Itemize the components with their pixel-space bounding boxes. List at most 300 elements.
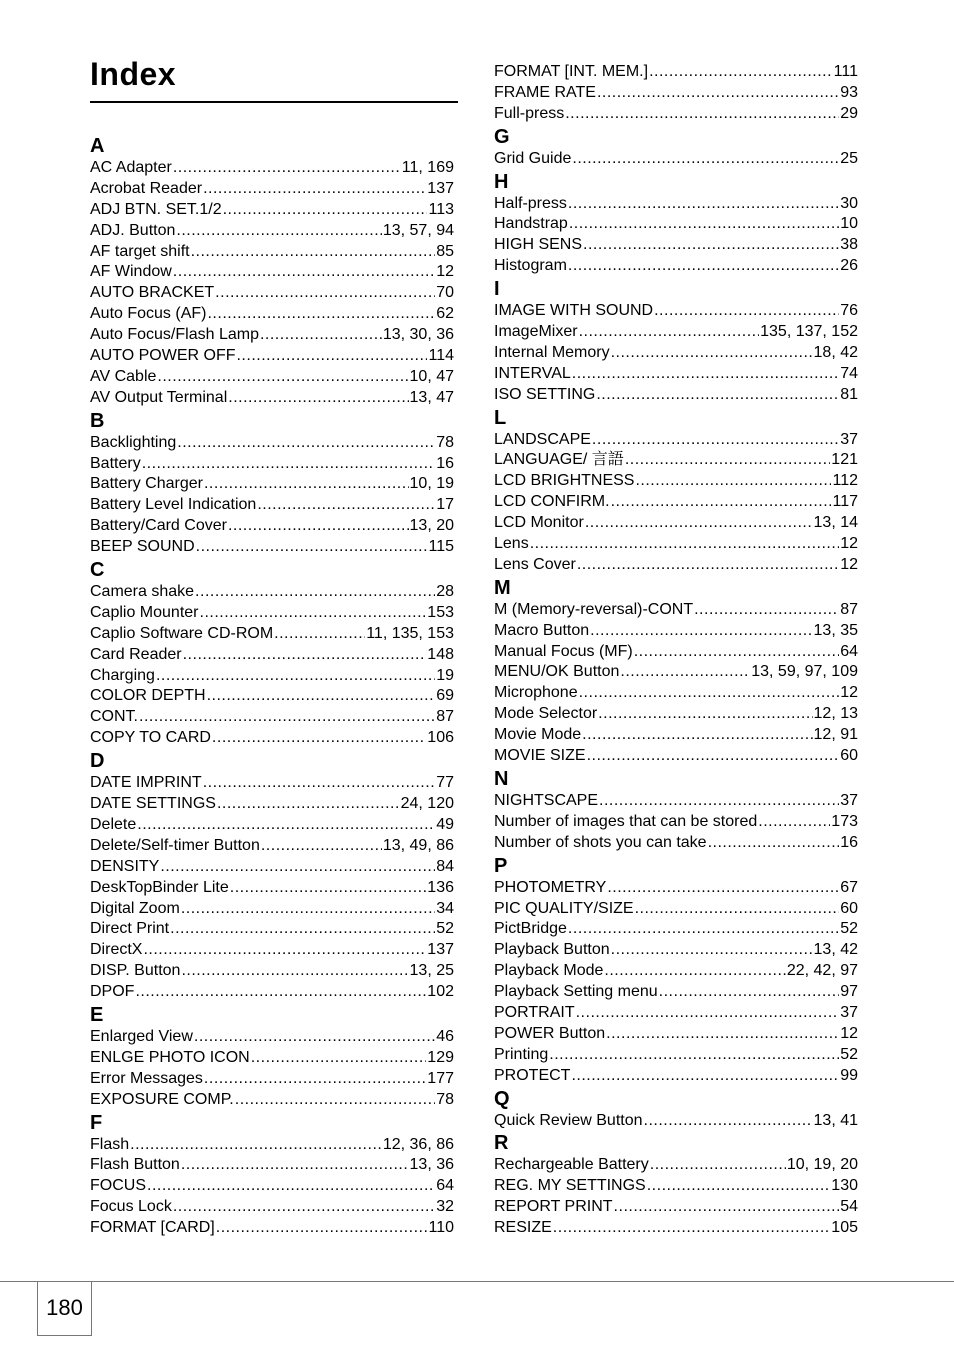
index-page-refs: 10, 19, 20 (786, 1156, 858, 1174)
index-entry (494, 235, 858, 256)
dot-leader (130, 1135, 382, 1156)
index-page-refs: 13, 35 (813, 621, 858, 639)
dot-leader (156, 666, 435, 687)
dot-leader (170, 919, 435, 940)
index-page-refs: 113 (428, 200, 454, 218)
dot-leader (572, 149, 839, 170)
index-entry (494, 430, 858, 451)
index-term: BEEP SOUND (90, 538, 195, 556)
dot-leader (585, 513, 813, 534)
dot-leader (614, 1197, 840, 1218)
index-entry (90, 1048, 454, 1069)
index-entry (494, 1176, 858, 1197)
dot-leader (230, 878, 427, 899)
dot-leader (176, 221, 381, 242)
index-letter-heading: D (90, 750, 105, 773)
index-term: Playback Button (494, 941, 610, 959)
dot-leader (173, 262, 435, 283)
index-letter-heading: C (90, 559, 105, 582)
index-term: M (Memory-reversal)-CONT (494, 600, 694, 618)
index-letter-heading: R (494, 1132, 509, 1155)
index-page-refs: 37 (840, 1003, 858, 1021)
index-entry (90, 1176, 454, 1197)
dot-leader (654, 301, 839, 322)
index-term: Histogram (494, 257, 567, 275)
index-page-refs: 26 (840, 257, 858, 275)
index-entry (494, 919, 858, 940)
index-term: Internal Memory (494, 343, 610, 361)
index-page-refs: 93 (840, 83, 858, 101)
index-page-refs: 34 (436, 899, 454, 917)
index-entry (494, 725, 858, 746)
index-entry (494, 704, 858, 725)
index-term: MENU/OK Button (494, 663, 620, 681)
index-entry (90, 283, 454, 304)
index-page-refs: 12 (840, 1024, 858, 1042)
dot-leader (611, 940, 813, 961)
index-entry (90, 1197, 454, 1218)
index-entry (494, 62, 858, 83)
index-page-refs: 78 (436, 433, 454, 451)
dot-leader (217, 794, 400, 815)
index-term: Battery Charger (90, 475, 203, 493)
dot-leader (200, 603, 427, 624)
dot-leader (157, 367, 408, 388)
index-term: AV Output Terminal (90, 388, 228, 406)
index-entry (90, 346, 454, 367)
index-page-refs: 136 (427, 878, 454, 896)
dot-leader (607, 878, 839, 899)
dot-leader (160, 857, 435, 878)
index-entry (90, 304, 454, 325)
index-page-refs: 13, 49, 86 (382, 836, 454, 854)
dot-leader (650, 1155, 786, 1176)
index-entry (494, 812, 858, 833)
index-page-refs: 62 (436, 305, 454, 323)
dot-leader (583, 235, 839, 256)
dot-leader (604, 961, 785, 982)
index-term: Card Reader (90, 645, 182, 663)
dot-leader (257, 495, 435, 516)
index-letter-heading: F (90, 1111, 103, 1134)
index-entry (90, 707, 454, 728)
index-entry (494, 1111, 858, 1132)
index-term: DISP. Button (90, 962, 181, 980)
index-entry (494, 600, 858, 621)
index-term: AC Adapter (90, 159, 172, 176)
dot-leader (135, 982, 426, 1003)
index-entry (90, 878, 454, 899)
index-entry (494, 301, 858, 322)
index-term: FORMAT [CARD] (90, 1219, 215, 1237)
index-page-refs: 29 (840, 104, 858, 122)
dot-leader (274, 624, 365, 645)
dot-leader (572, 364, 839, 385)
index-entry (90, 433, 454, 454)
dot-leader (223, 200, 428, 221)
dot-leader (203, 179, 426, 200)
index-term: AUTO BRACKET (90, 284, 215, 302)
index-page-refs: 129 (427, 1048, 454, 1066)
index-term: REPORT PRINT (494, 1198, 613, 1216)
index-column-right (494, 62, 858, 1239)
index-term: Caplio Mounter (90, 603, 199, 621)
dot-leader (620, 662, 750, 683)
index-term: AF Window (90, 263, 172, 281)
index-term: Delete (90, 815, 137, 833)
index-entry (494, 982, 858, 1003)
index-term: Camera shake (90, 583, 195, 601)
dot-leader (659, 982, 840, 1003)
index-entry (494, 1045, 858, 1066)
index-page-refs: 99 (840, 1066, 858, 1084)
index-term: IMAGE WITH SOUND (494, 302, 654, 320)
index-page-refs: 135, 137, 152 (760, 323, 858, 341)
index-page-refs: 87 (436, 708, 454, 726)
index-term: POWER Button (494, 1024, 606, 1042)
dot-leader (635, 899, 840, 920)
index-term: Charging (90, 666, 155, 684)
index-page-refs: 137 (427, 941, 454, 959)
index-entry (90, 1218, 454, 1239)
dot-leader (204, 1069, 426, 1090)
index-page-refs: 12, 91 (813, 726, 858, 744)
dot-leader (577, 555, 839, 576)
page-number-box (37, 1281, 92, 1336)
index-page-refs: 148 (427, 645, 454, 663)
dot-leader (708, 833, 840, 854)
index-entry (90, 388, 454, 409)
index-entry (90, 221, 454, 242)
index-term: Handstrap (494, 215, 568, 233)
index-entry (90, 179, 454, 200)
index-page-refs: 76 (840, 302, 858, 320)
index-term: ISO SETTING (494, 385, 596, 403)
index-term: Movie Mode (494, 726, 582, 744)
index-entry (494, 1003, 858, 1024)
index-page-refs: 10 (840, 215, 858, 233)
index-term: HIGH SENS (494, 236, 583, 254)
index-entry (494, 1066, 858, 1087)
index-entry (90, 367, 454, 388)
index-entry (90, 242, 454, 263)
index-entry (494, 878, 858, 899)
index-entry (494, 1024, 858, 1045)
index-term: PORTRAIT (494, 1003, 575, 1021)
index-page-refs: 11, 169 (401, 159, 454, 176)
index-term: Lens (494, 535, 529, 553)
index-page-refs: 173 (831, 812, 858, 830)
index-letter-heading: A (90, 135, 105, 157)
index-term: COLOR DEPTH (90, 687, 206, 705)
index-page-refs: 12 (840, 535, 858, 553)
index-entry (90, 686, 454, 707)
dot-leader (251, 1048, 427, 1069)
dot-leader (649, 62, 833, 83)
dot-leader (204, 474, 409, 495)
index-entry (494, 555, 858, 576)
index-entry (494, 833, 858, 854)
index-term: Direct Print (90, 920, 170, 938)
index-letter-heading: Q (494, 1087, 510, 1110)
index-page-refs: 85 (436, 242, 454, 260)
index-entry (90, 1090, 454, 1111)
index-entry (90, 982, 454, 1003)
index-page-refs: 16 (436, 454, 454, 472)
index-page-refs: 10, 47 (409, 367, 454, 385)
index-page-refs: 13, 57, 94 (382, 221, 454, 239)
index-letter-heading: N (494, 767, 509, 790)
index-page-refs: 64 (436, 1177, 454, 1195)
index-term: Digital Zoom (90, 899, 180, 917)
index-entry (494, 683, 858, 704)
index-page-refs: 13, 30, 36 (382, 326, 454, 344)
dot-leader (597, 83, 839, 104)
index-entry (90, 474, 454, 495)
index-entry (494, 343, 858, 364)
index-entry (494, 1218, 858, 1239)
index-letter-heading: M (494, 576, 511, 599)
title-underline (90, 101, 458, 103)
dot-leader (173, 158, 401, 179)
index-entry (90, 773, 454, 794)
index-entry (90, 815, 454, 836)
index-term: Acrobat Reader (90, 179, 203, 197)
index-entry (90, 624, 454, 645)
index-entry (494, 621, 858, 642)
dot-leader (181, 1155, 409, 1176)
index-letter-heading: B (90, 409, 105, 432)
index-page-refs: 114 (428, 347, 454, 365)
index-term: RESIZE (494, 1219, 552, 1237)
index-term: LCD CONFIRM. (494, 493, 610, 511)
dot-leader (565, 104, 839, 125)
index-entry (494, 492, 858, 513)
index-term: NIGHTSCAPE (494, 791, 599, 809)
index-entry (494, 940, 858, 961)
index-page-refs: 13, 42 (813, 941, 858, 959)
index-page-refs: 25 (840, 149, 858, 167)
index-term: Number of shots you can take (494, 833, 707, 851)
index-page-refs: 106 (427, 729, 454, 747)
dot-leader (530, 534, 840, 555)
dot-leader (647, 1176, 831, 1197)
index-entry (494, 194, 858, 215)
dot-leader (173, 1197, 435, 1218)
index-term: Manual Focus (MF) (494, 642, 633, 660)
dot-leader (576, 1003, 840, 1024)
index-page-refs: 111 (833, 63, 858, 80)
dot-leader (569, 214, 839, 235)
index-entry (90, 582, 454, 603)
index-entry (90, 666, 454, 687)
index-term: Focus Lock (90, 1198, 172, 1216)
dot-leader (207, 304, 435, 325)
index-entry (90, 728, 454, 749)
dot-leader (261, 836, 382, 857)
page-title: Index (90, 56, 177, 92)
index-entry (494, 364, 858, 385)
index-term: Error Messages (90, 1069, 203, 1087)
index-entry (494, 1197, 858, 1218)
dot-leader (579, 322, 760, 343)
index-term: ADJ BTN. SET.1/2 (90, 200, 222, 218)
index-page-refs: 16 (840, 833, 858, 851)
index-letter-heading: L (494, 406, 507, 429)
index-entry (494, 104, 858, 125)
index-page-refs: 19 (436, 666, 454, 684)
index-entry (90, 1155, 454, 1176)
index-page-refs: 30 (840, 194, 858, 212)
index-term: Printing (494, 1045, 549, 1063)
index-entry (90, 857, 454, 878)
index-term: DATE IMPRINT (90, 774, 202, 792)
dot-leader (181, 961, 408, 982)
index-entry (494, 450, 858, 471)
index-term: ENLGE PHOTO ICON (90, 1048, 250, 1066)
index-term: Delete/Self-timer Button (90, 836, 260, 854)
dot-leader (611, 343, 813, 364)
index-entry (494, 149, 858, 170)
dot-leader (215, 283, 435, 304)
index-page-refs: 153 (427, 603, 454, 621)
index-term: AV Cable (90, 367, 157, 385)
index-term: Grid Guide (494, 149, 572, 167)
index-page-refs: 81 (840, 385, 858, 403)
index-page-refs: 60 (840, 899, 858, 917)
index-entry (494, 385, 858, 406)
index-term: DPOF (90, 983, 135, 1001)
index-entry (494, 791, 858, 812)
index-letter-heading: H (494, 170, 509, 193)
index-term: REG. MY SETTINGS (494, 1177, 646, 1195)
footer-rule (0, 1281, 954, 1282)
dot-leader (568, 194, 839, 215)
index-entry (90, 645, 454, 666)
dot-leader (694, 600, 839, 621)
index-term: Half-press (494, 194, 567, 212)
dot-leader (212, 728, 426, 749)
dot-leader (549, 1045, 839, 1066)
index-term: FOCUS (90, 1177, 146, 1195)
dot-leader (143, 940, 426, 961)
index-page-refs: 37 (840, 791, 858, 809)
index-page-refs: 13, 47 (409, 388, 454, 406)
index-entry (90, 940, 454, 961)
index-page-refs: 12 (840, 684, 858, 702)
index-term: Battery/Card Cover (90, 517, 227, 535)
dot-leader (228, 388, 408, 409)
dot-leader (216, 1218, 428, 1239)
index-term: Number of images that can be stored (494, 812, 758, 830)
index-term: LCD Monitor (494, 514, 584, 532)
index-term: INTERVAL (494, 364, 571, 382)
index-entry (494, 471, 858, 492)
dot-leader (553, 1218, 831, 1239)
index-term: MOVIE SIZE (494, 747, 586, 765)
index-entry (494, 322, 858, 343)
index-page-refs: 46 (436, 1027, 454, 1045)
index-term: ImageMixer (494, 323, 578, 341)
dot-leader (606, 1024, 839, 1045)
index-page-refs: 22, 42, 97 (786, 962, 858, 980)
index-page-refs: 67 (840, 878, 858, 896)
index-page-refs: 13, 14 (813, 514, 858, 532)
index-page-refs: 12 (436, 263, 454, 281)
index-letter-heading: E (90, 1003, 104, 1026)
index-term: Rechargeable Battery (494, 1156, 649, 1174)
page-number: 180 (46, 1295, 83, 1320)
index-entry (494, 534, 858, 555)
dot-leader (625, 450, 830, 471)
index-page-refs: 52 (436, 920, 454, 938)
index-entry (494, 961, 858, 982)
index-page-refs: 13, 36 (409, 1156, 454, 1174)
index-term: Auto Focus/Flash Lamp (90, 326, 259, 344)
index-term: LANDSCAPE (494, 430, 591, 448)
dot-leader (644, 1111, 813, 1132)
index-entry (90, 262, 454, 283)
index-page-refs: 18, 42 (813, 343, 858, 361)
index-entry (90, 325, 454, 346)
index-term: Backlighting (90, 433, 177, 451)
index-page-refs: 38 (840, 236, 858, 254)
index-entry (90, 836, 454, 857)
dot-leader (142, 454, 436, 475)
index-page-refs: 177 (427, 1069, 454, 1087)
index-term: EXPOSURE COMP. (90, 1090, 234, 1108)
index-term: COPY TO CARD (90, 729, 211, 747)
index-entry (90, 200, 454, 221)
index-entry (90, 158, 454, 179)
index-entry (90, 495, 454, 516)
dot-leader (634, 642, 840, 663)
index-entry (90, 899, 454, 920)
index-term: CONT. (90, 708, 138, 726)
dot-leader (235, 1090, 435, 1111)
index-page-refs: 12 (840, 555, 858, 573)
index-term: Flash Button (90, 1156, 180, 1174)
index-term: AF target shift (90, 242, 190, 260)
dot-leader (207, 686, 436, 707)
index-page-refs: 102 (427, 983, 454, 1001)
index-term: Mode Selector (494, 705, 598, 723)
dot-leader (599, 791, 839, 812)
index-term: Flash (90, 1135, 130, 1153)
index-page-refs: 12, 36, 86 (382, 1135, 454, 1153)
index-page-refs: 110 (428, 1219, 454, 1237)
index-term: Playback Setting menu (494, 983, 658, 1001)
index-page-refs: 105 (831, 1219, 858, 1237)
index-entry (90, 794, 454, 815)
index-page-refs: 121 (831, 451, 858, 469)
index-page-refs: 64 (840, 642, 858, 660)
dot-leader (635, 471, 831, 492)
dot-leader (228, 516, 409, 537)
index-term: Auto Focus (AF) (90, 305, 207, 323)
index-entry (494, 642, 858, 663)
dot-leader (611, 492, 832, 513)
index-term: AUTO POWER OFF (90, 347, 236, 365)
index-entry (90, 537, 454, 558)
index-entry (494, 899, 858, 920)
index-entry (494, 662, 858, 683)
dot-leader (183, 645, 427, 666)
index-term: Full-press (494, 104, 565, 122)
dot-leader (596, 385, 839, 406)
index-page-refs: 69 (436, 687, 454, 705)
index-term: FORMAT [INT. MEM.] (494, 63, 649, 80)
